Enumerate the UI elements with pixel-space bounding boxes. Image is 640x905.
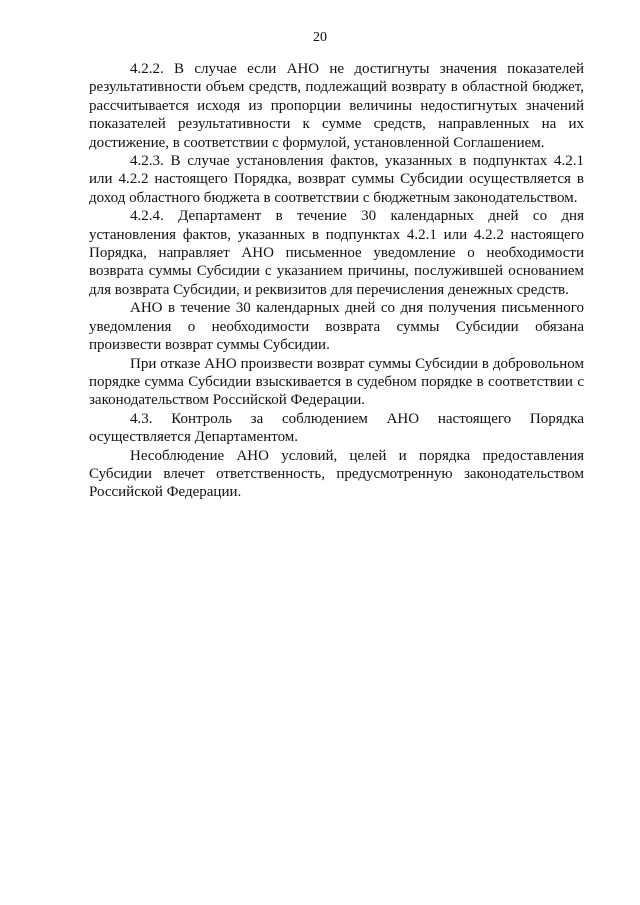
paragraph-responsibility: Несоблюдение АНО условий, целей и порядка предоставления Субсидии влечет ответственность, предусмотренную законодательством Российской Федерации. [89, 447, 584, 501]
paragraph-4-3: 4.3. Контроль за соблюдением АНО настоящего Порядка осуществляется Департаментом. [89, 410, 584, 446]
paragraph-4-2-2: 4.2.2. В случае если АНО не достигнуты значения показателей результативности объем средств, подлежащий возврату в областной бюджет, рассчитывается исходя из пропорции величины недостигнутых значений показателей результативности к сумме средств, направленных на их достижение, в соответствии с формулой, установленной Соглашением. [89, 61, 584, 151]
paragraph-4-2-3: 4.2.3. В случае установления фактов, указанных в подпунктах 4.2.1 или 4.2.2 настоящего Порядка, возврат суммы Субсидии осуществляется в доход областного бюджета в соответствии с бюджетным законодательством. [89, 153, 584, 206]
document-body [89, 60, 584, 502]
paragraph-return-obligation: АНО в течение 30 календарных дней со дня получения письменного уведомления о необходимости возврата суммы Субсидии обязана произвести возврат суммы Субсидии. [89, 300, 584, 354]
paragraph-4-2-4: 4.2.4. Департамент в течение 30 календарных дней со дня установления фактов, указанных в подпунктах 4.2.1 или 4.2.2 настоящего Порядка, направляет АНО письменное уведомление о необходимости возврата суммы Субсидии с указанием причины, послужившей основанием для возврата Субсидии, и реквизитов для перечисления денежных средств. [89, 208, 584, 298]
paragraph-refusal: При отказе АНО произвести возврат суммы Субсидии в добровольном порядке сумма Субсидии взыскивается в судебном порядке в соответствии с законодательством Российской Федерации. [89, 355, 584, 409]
page-number: 20 [313, 30, 327, 45]
